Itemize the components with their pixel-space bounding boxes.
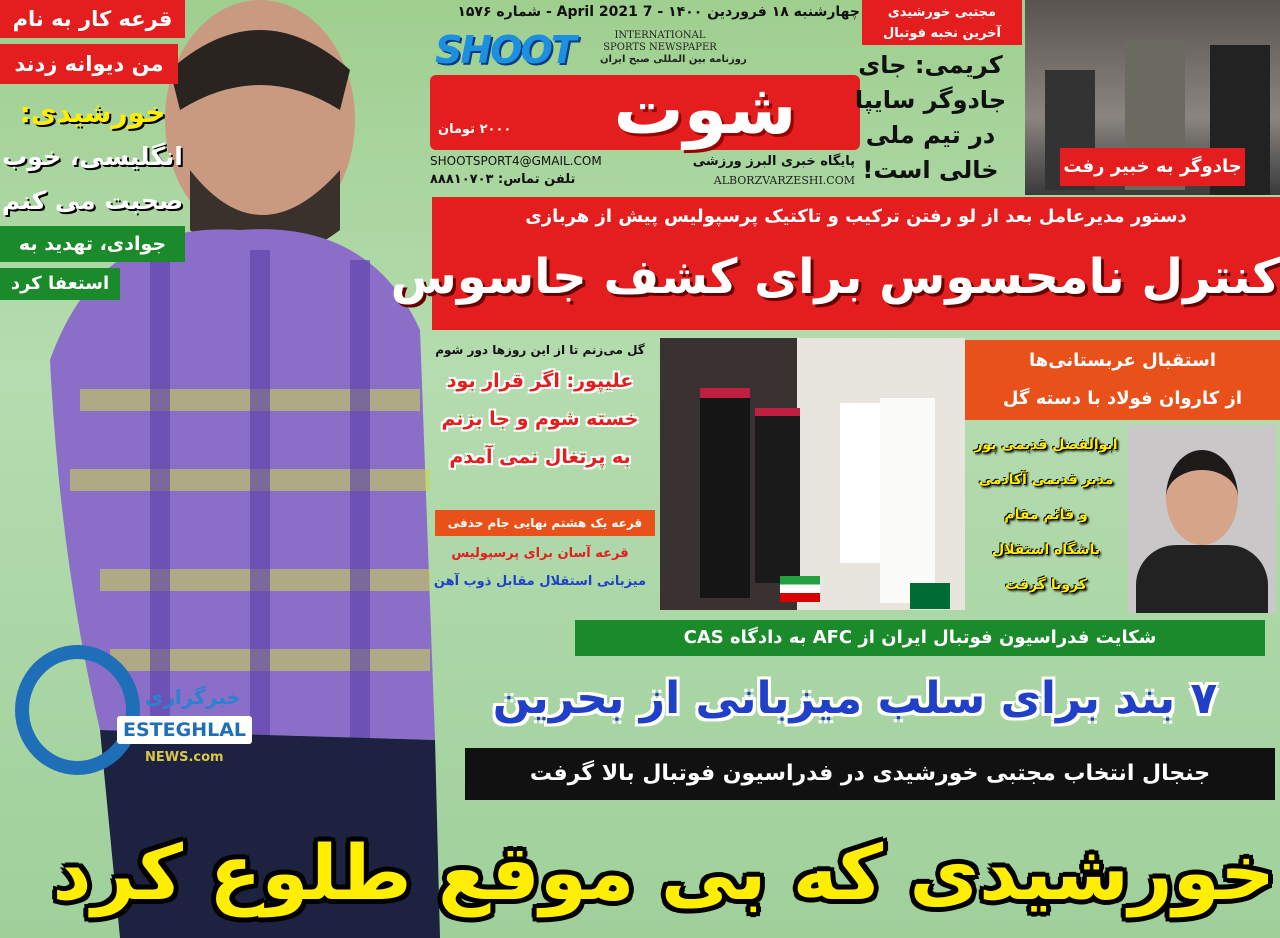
watermark-suffix: NEWS.com xyxy=(145,750,224,765)
date-line: چهارشنبه ۱۸ فروردین ۱۴۰۰ - 7 April 2021 - شماره ۱۵۷۶ xyxy=(457,4,860,20)
karimi-line: کریمی: جای xyxy=(858,51,1003,79)
logo-persian: شوت xyxy=(613,68,797,150)
bahrain-headline: ۷ بند برای سلب میزبانی از بحرین xyxy=(492,673,1218,724)
left-line-3: خورشیدی: xyxy=(19,96,166,129)
left-line-1: قرعه کار به نام xyxy=(0,0,185,38)
esteghlal-news-watermark xyxy=(15,640,255,780)
label-line-1: مجتبی خورشیدی xyxy=(887,5,997,20)
saudi-flag-icon xyxy=(910,583,950,609)
karimi-photo xyxy=(1025,0,1280,195)
foolad-headline xyxy=(965,340,1280,420)
ghadimipour-photo xyxy=(1128,425,1276,613)
cup-draw xyxy=(422,540,658,596)
cup-line: میزبانی استقلال مقابل ذوب آهن xyxy=(433,574,647,589)
site-url: ALBORZVARZESHI.COM xyxy=(713,174,855,187)
karimi-line: خالی است! xyxy=(862,156,999,184)
left-line-6: جوادی، تهدید به xyxy=(0,226,185,262)
alipour-headline xyxy=(422,362,658,476)
phone: تلفن تماس: ۸۸۸۱۰۷۰۳ xyxy=(430,172,576,187)
foolad-line: استقبال عربستانی‌ها xyxy=(1028,350,1217,371)
karimi-line: در تیم ملی xyxy=(865,121,996,149)
intl-line-1: INTERNATIONAL xyxy=(614,30,706,41)
cup-label: قرعه یک هشتم نهایی جام حذفی xyxy=(435,510,655,536)
watermark-persian: خبرگزاری xyxy=(145,685,241,709)
alipour-kicker: گل می‌زنم تا از این روزها دور شوم xyxy=(435,343,645,357)
cup-line: قرعه آسان برای پرسپولیس xyxy=(451,546,629,561)
price: ۲۰۰۰ تومان xyxy=(438,122,512,137)
alipour-line: خسته شوم و جا بزنم xyxy=(441,408,639,430)
banner-subhead: دستور مدیرعامل بعد از لو رفتن ترکیب و تاکتیک پرسپولیس پیش از هربازی xyxy=(525,206,1187,227)
cas-bar: شکایت فدراسیون فوتبال ایران از AFC به دادگاه CAS xyxy=(575,620,1265,656)
foolad-arrival-photo xyxy=(660,338,965,610)
main-headline: خورشیدی که بی موقع طلوع کرد xyxy=(52,828,1275,917)
left-line-4: انگلیسی، خوب xyxy=(2,142,183,171)
corona-line: کرونا گرفت xyxy=(1005,577,1087,593)
left-line-5: صحبت می کنم xyxy=(1,186,184,215)
corona-line: ابوالفضل قدیمی پور xyxy=(974,437,1118,453)
logo-latin: SHOOT xyxy=(435,28,575,72)
corona-line: باشگاه استقلال xyxy=(992,542,1100,558)
intl-persian: روزنامه بین المللی صبح ایران xyxy=(600,54,747,65)
left-line-7: استعفا کرد xyxy=(0,268,120,300)
ball-logo-icon xyxy=(15,645,140,775)
karimi-headline xyxy=(838,48,1023,188)
intl-line-2: SPORTS NEWSPAPER xyxy=(603,42,717,53)
alipour-line: علیپور: اگر قرار بود xyxy=(446,370,634,392)
iran-flag-icon xyxy=(780,576,820,602)
email: SHOOTSPORT4@GMAIL.COM xyxy=(430,154,602,168)
corona-line: مدیر قدیمی آکادمی xyxy=(978,472,1114,488)
left-line-2: من دیوانه زدند xyxy=(0,44,178,84)
alipour-line: به پرتغال نمی آمدم xyxy=(449,446,631,468)
site-label: پایگاه خبری البرز ورزشی xyxy=(692,154,855,169)
label-line-2: آخرین نخبه فوتبال xyxy=(883,26,1001,41)
main-banner xyxy=(390,197,1280,330)
karimi-line: جادوگر سایپا xyxy=(854,86,1007,114)
corona-news xyxy=(965,428,1127,603)
watermark-brand: ESTEGHLAL xyxy=(117,716,252,744)
banner-headline: کنترل نامحسوس برای کشف جاسوس xyxy=(390,249,1280,305)
khorshidi-label xyxy=(862,0,1022,45)
black-bar: جنجال انتخاب مجتبی خورشیدی در فدراسیون فوتبال بالا گرفت xyxy=(465,748,1275,800)
foolad-line: از کاروان فولاد با دسته گل xyxy=(1002,388,1243,409)
corona-line: و قائم مقام xyxy=(1004,507,1088,523)
intl-label xyxy=(600,30,747,66)
photo-caption: جادوگر به خبیر رفت xyxy=(1060,148,1245,186)
